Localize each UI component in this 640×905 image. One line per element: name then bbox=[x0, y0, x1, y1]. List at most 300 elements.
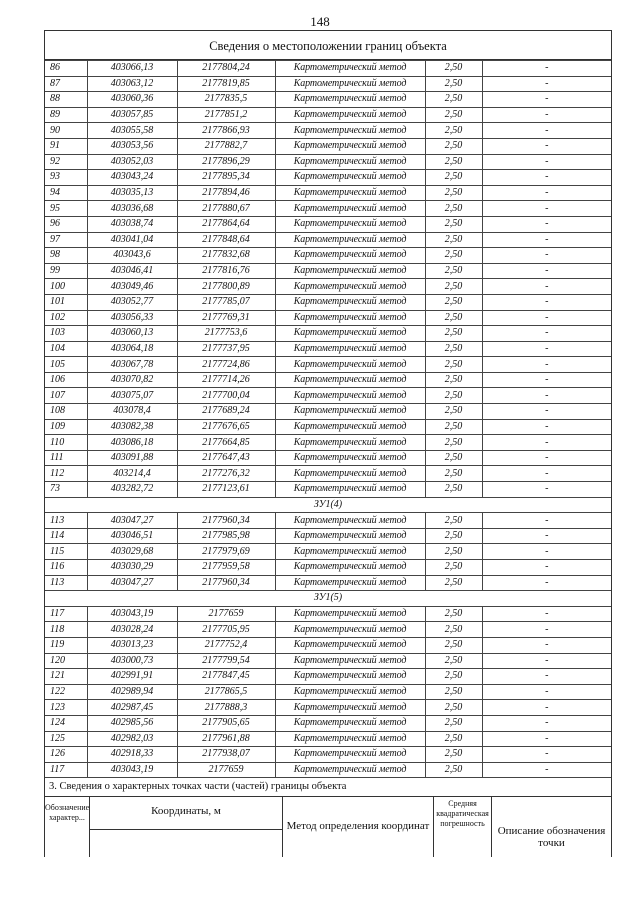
method-cell: Картометрический метод bbox=[275, 294, 425, 310]
point-number: 103 bbox=[45, 326, 87, 342]
point-number: 93 bbox=[45, 170, 87, 186]
method-cell: Картометрический метод bbox=[275, 669, 425, 685]
coord-y: 2177985,98 bbox=[177, 528, 275, 544]
error-cell: 2,50 bbox=[425, 326, 482, 342]
coord-x: 403282,72 bbox=[87, 482, 177, 498]
description-cell: - bbox=[482, 201, 611, 217]
description-cell: - bbox=[482, 138, 611, 154]
description-cell: - bbox=[482, 263, 611, 279]
error-cell: 2,50 bbox=[425, 450, 482, 466]
coord-x: 403053,56 bbox=[87, 138, 177, 154]
coord-x: 402985,56 bbox=[87, 715, 177, 731]
point-number: 114 bbox=[45, 528, 87, 544]
coord-x: 403060,13 bbox=[87, 326, 177, 342]
coordinates-table bbox=[45, 60, 611, 778]
table-row bbox=[45, 528, 611, 544]
coord-y: 2177700,04 bbox=[177, 388, 275, 404]
coord-x: 403028,24 bbox=[87, 622, 177, 638]
description-cell: - bbox=[482, 606, 611, 622]
table-row bbox=[45, 310, 611, 326]
error-cell: 2,50 bbox=[425, 404, 482, 420]
description-cell: - bbox=[482, 653, 611, 669]
error-cell: 2,50 bbox=[425, 715, 482, 731]
table-row bbox=[45, 747, 611, 763]
error-cell: 2,50 bbox=[425, 92, 482, 108]
coord-x: 403030,29 bbox=[87, 560, 177, 576]
table-row bbox=[45, 466, 611, 482]
coord-x: 403070,82 bbox=[87, 372, 177, 388]
table-row bbox=[45, 76, 611, 92]
table-row bbox=[45, 248, 611, 264]
coord-y: 2177714,26 bbox=[177, 372, 275, 388]
coord-x: 403046,51 bbox=[87, 528, 177, 544]
coord-x: 403043,24 bbox=[87, 170, 177, 186]
col-description-header: Описание обозначения точки bbox=[497, 825, 606, 850]
description-cell: - bbox=[482, 170, 611, 186]
coord-y: 2177959,58 bbox=[177, 560, 275, 576]
table-row bbox=[45, 107, 611, 123]
coord-x: 403082,38 bbox=[87, 419, 177, 435]
point-number: 118 bbox=[45, 622, 87, 638]
coord-y: 2177664,85 bbox=[177, 435, 275, 451]
coord-y: 2177896,29 bbox=[177, 154, 275, 170]
coord-x: 402982,03 bbox=[87, 731, 177, 747]
description-cell: - bbox=[482, 76, 611, 92]
coord-y: 2177835,5 bbox=[177, 92, 275, 108]
point-number: 104 bbox=[45, 341, 87, 357]
method-cell: Картометрический метод bbox=[275, 185, 425, 201]
error-cell: 2,50 bbox=[425, 762, 482, 778]
col-method-header: Метод определения координат bbox=[283, 797, 434, 857]
table-row bbox=[45, 482, 611, 498]
error-cell: 2,50 bbox=[425, 637, 482, 653]
coord-x: 402987,45 bbox=[87, 700, 177, 716]
error-cell: 2,50 bbox=[425, 123, 482, 139]
point-number: 113 bbox=[45, 575, 87, 591]
coord-y: 2177647,43 bbox=[177, 450, 275, 466]
coord-x: 403066,13 bbox=[87, 61, 177, 77]
point-number: 100 bbox=[45, 279, 87, 295]
method-cell: Картометрический метод bbox=[275, 388, 425, 404]
coord-y: 2177785,07 bbox=[177, 294, 275, 310]
description-cell: - bbox=[482, 482, 611, 498]
table-row bbox=[45, 326, 611, 342]
error-cell: 2,50 bbox=[425, 357, 482, 373]
point-number: 110 bbox=[45, 435, 87, 451]
coord-y: 2177895,34 bbox=[177, 170, 275, 186]
coord-x: 403064,18 bbox=[87, 341, 177, 357]
point-number: 122 bbox=[45, 684, 87, 700]
description-cell: - bbox=[482, 341, 611, 357]
method-cell: Картометрический метод bbox=[275, 731, 425, 747]
error-cell: 2,50 bbox=[425, 154, 482, 170]
table-row bbox=[45, 294, 611, 310]
col-designation-header: Обозначение характер... bbox=[45, 797, 90, 857]
point-number: 90 bbox=[45, 123, 87, 139]
point-number: 88 bbox=[45, 92, 87, 108]
description-cell: - bbox=[482, 466, 611, 482]
coord-y: 2177847,45 bbox=[177, 669, 275, 685]
error-cell: 2,50 bbox=[425, 232, 482, 248]
coord-y: 2177848,64 bbox=[177, 232, 275, 248]
point-number: 116 bbox=[45, 560, 87, 576]
coord-x: 403056,33 bbox=[87, 310, 177, 326]
description-cell: - bbox=[482, 404, 611, 420]
error-cell: 2,50 bbox=[425, 684, 482, 700]
point-number: 126 bbox=[45, 747, 87, 763]
description-cell: - bbox=[482, 310, 611, 326]
error-cell: 2,50 bbox=[425, 575, 482, 591]
method-cell: Картометрический метод bbox=[275, 575, 425, 591]
coord-y: 2177960,34 bbox=[177, 575, 275, 591]
coord-y: 2177659 bbox=[177, 762, 275, 778]
table-row bbox=[45, 513, 611, 529]
description-cell: - bbox=[482, 232, 611, 248]
error-cell: 2,50 bbox=[425, 482, 482, 498]
method-cell: Картометрический метод bbox=[275, 513, 425, 529]
point-number: 87 bbox=[45, 76, 87, 92]
table-row bbox=[45, 544, 611, 560]
table-row bbox=[45, 575, 611, 591]
coord-x: 403013,23 bbox=[87, 637, 177, 653]
coord-y: 2177816,76 bbox=[177, 263, 275, 279]
table-row bbox=[45, 123, 611, 139]
method-cell: Картометрический метод bbox=[275, 123, 425, 139]
error-cell: 2,50 bbox=[425, 700, 482, 716]
point-number: 112 bbox=[45, 466, 87, 482]
description-cell: - bbox=[482, 61, 611, 77]
description-cell: - bbox=[482, 528, 611, 544]
group-header-row bbox=[45, 591, 611, 607]
description-cell: - bbox=[482, 372, 611, 388]
coord-y: 2177753,6 bbox=[177, 326, 275, 342]
col-error-header: Средняя квадратическая погрешность bbox=[434, 797, 492, 857]
point-number: 113 bbox=[45, 513, 87, 529]
description-cell: - bbox=[482, 154, 611, 170]
error-cell: 2,50 bbox=[425, 248, 482, 264]
point-number: 123 bbox=[45, 700, 87, 716]
method-cell: Картометрический метод bbox=[275, 622, 425, 638]
error-cell: 2,50 bbox=[425, 61, 482, 77]
coord-x: 403055,58 bbox=[87, 123, 177, 139]
table-row bbox=[45, 357, 611, 373]
point-number: 97 bbox=[45, 232, 87, 248]
point-number: 107 bbox=[45, 388, 87, 404]
error-cell: 2,50 bbox=[425, 669, 482, 685]
error-cell: 2,50 bbox=[425, 560, 482, 576]
coord-x: 403078,4 bbox=[87, 404, 177, 420]
coord-y: 2177752,4 bbox=[177, 637, 275, 653]
table-row bbox=[45, 700, 611, 716]
coord-x: 403029,68 bbox=[87, 544, 177, 560]
method-cell: Картометрический метод bbox=[275, 201, 425, 217]
method-cell: Картометрический метод bbox=[275, 747, 425, 763]
method-cell: Картометрический метод bbox=[275, 762, 425, 778]
coords-header-divider bbox=[90, 829, 282, 830]
coord-y: 2177865,5 bbox=[177, 684, 275, 700]
method-cell: Картометрический метод bbox=[275, 482, 425, 498]
coord-x: 403035,13 bbox=[87, 185, 177, 201]
method-cell: Картометрический метод bbox=[275, 637, 425, 653]
coord-x: 403043,19 bbox=[87, 762, 177, 778]
description-cell: - bbox=[482, 216, 611, 232]
table-row bbox=[45, 622, 611, 638]
point-number: 125 bbox=[45, 731, 87, 747]
method-cell: Картометрический метод bbox=[275, 76, 425, 92]
group-label: ЗУ1(5) bbox=[45, 591, 611, 607]
error-cell: 2,50 bbox=[425, 653, 482, 669]
point-number: 98 bbox=[45, 248, 87, 264]
description-cell: - bbox=[482, 575, 611, 591]
table-row bbox=[45, 170, 611, 186]
error-cell: 2,50 bbox=[425, 294, 482, 310]
coord-x: 403038,74 bbox=[87, 216, 177, 232]
coord-x: 402989,94 bbox=[87, 684, 177, 700]
error-cell: 2,50 bbox=[425, 76, 482, 92]
coord-y: 2177882,7 bbox=[177, 138, 275, 154]
table-row bbox=[45, 388, 611, 404]
method-cell: Картометрический метод bbox=[275, 372, 425, 388]
table-row bbox=[45, 341, 611, 357]
method-cell: Картометрический метод bbox=[275, 138, 425, 154]
point-number: 117 bbox=[45, 762, 87, 778]
error-cell: 2,50 bbox=[425, 731, 482, 747]
point-number: 121 bbox=[45, 669, 87, 685]
method-cell: Картометрический метод bbox=[275, 310, 425, 326]
coord-y: 2177123,61 bbox=[177, 482, 275, 498]
table-row bbox=[45, 419, 611, 435]
method-cell: Картометрический метод bbox=[275, 61, 425, 77]
coord-y: 2177894,46 bbox=[177, 185, 275, 201]
coord-x: 403036,68 bbox=[87, 201, 177, 217]
method-cell: Картометрический метод bbox=[275, 357, 425, 373]
error-cell: 2,50 bbox=[425, 513, 482, 529]
description-cell: - bbox=[482, 248, 611, 264]
table-row bbox=[45, 715, 611, 731]
coord-x: 403043,19 bbox=[87, 606, 177, 622]
table-row bbox=[45, 450, 611, 466]
coord-y: 2177659 bbox=[177, 606, 275, 622]
coord-x: 403047,27 bbox=[87, 575, 177, 591]
page-number: 148 bbox=[310, 14, 330, 29]
description-cell: - bbox=[482, 544, 611, 560]
coord-x: 402918,33 bbox=[87, 747, 177, 763]
error-cell: 2,50 bbox=[425, 388, 482, 404]
method-cell: Картометрический метод bbox=[275, 653, 425, 669]
point-number: 86 bbox=[45, 61, 87, 77]
description-cell: - bbox=[482, 123, 611, 139]
table-row bbox=[45, 185, 611, 201]
coord-y: 2177851,2 bbox=[177, 107, 275, 123]
col-coords-header: Координаты, м bbox=[90, 797, 283, 857]
group-label: ЗУ1(4) bbox=[45, 497, 611, 513]
point-number: 111 bbox=[45, 450, 87, 466]
description-cell: - bbox=[482, 513, 611, 529]
method-cell: Картометрический метод bbox=[275, 684, 425, 700]
coord-x: 403047,27 bbox=[87, 513, 177, 529]
table-row bbox=[45, 138, 611, 154]
point-number: 108 bbox=[45, 404, 87, 420]
table-row bbox=[45, 92, 611, 108]
table-row bbox=[45, 606, 611, 622]
coord-y: 2177888,3 bbox=[177, 700, 275, 716]
description-cell: - bbox=[482, 560, 611, 576]
coord-y: 2177276,32 bbox=[177, 466, 275, 482]
point-number: 92 bbox=[45, 154, 87, 170]
table-row bbox=[45, 404, 611, 420]
coord-y: 2177866,93 bbox=[177, 123, 275, 139]
section-title: Сведения о местоположении границ объекта bbox=[45, 31, 611, 60]
method-cell: Картометрический метод bbox=[275, 606, 425, 622]
coord-x: 403075,07 bbox=[87, 388, 177, 404]
point-number: 91 bbox=[45, 138, 87, 154]
table-row bbox=[45, 762, 611, 778]
description-cell: - bbox=[482, 419, 611, 435]
method-cell: Картометрический метод bbox=[275, 107, 425, 123]
description-cell: - bbox=[482, 700, 611, 716]
coord-y: 2177705,95 bbox=[177, 622, 275, 638]
coord-x: 403046,41 bbox=[87, 263, 177, 279]
method-cell: Картометрический метод bbox=[275, 154, 425, 170]
description-cell: - bbox=[482, 357, 611, 373]
coord-x: 403086,18 bbox=[87, 435, 177, 451]
description-cell: - bbox=[482, 715, 611, 731]
coord-y: 2177819,85 bbox=[177, 76, 275, 92]
table-row bbox=[45, 731, 611, 747]
method-cell: Картометрический метод bbox=[275, 528, 425, 544]
description-cell: - bbox=[482, 279, 611, 295]
method-cell: Картометрический метод bbox=[275, 216, 425, 232]
coordinates-table-body bbox=[45, 61, 611, 778]
point-number: 115 bbox=[45, 544, 87, 560]
coord-y: 2177799,54 bbox=[177, 653, 275, 669]
error-cell: 2,50 bbox=[425, 263, 482, 279]
point-number: 102 bbox=[45, 310, 87, 326]
point-number: 124 bbox=[45, 715, 87, 731]
coord-y: 2177832,68 bbox=[177, 248, 275, 264]
description-cell: - bbox=[482, 107, 611, 123]
error-cell: 2,50 bbox=[425, 528, 482, 544]
description-cell: - bbox=[482, 731, 611, 747]
point-number: 120 bbox=[45, 653, 87, 669]
method-cell: Картометрический метод bbox=[275, 560, 425, 576]
coord-x: 403000,73 bbox=[87, 653, 177, 669]
coord-x: 403052,03 bbox=[87, 154, 177, 170]
method-cell: Картометрический метод bbox=[275, 170, 425, 186]
coord-x: 403060,36 bbox=[87, 92, 177, 108]
coord-y: 2177961,88 bbox=[177, 731, 275, 747]
table-row bbox=[45, 201, 611, 217]
table-row bbox=[45, 653, 611, 669]
point-number: 94 bbox=[45, 185, 87, 201]
coord-x: 403067,78 bbox=[87, 357, 177, 373]
method-cell: Картометрический метод bbox=[275, 248, 425, 264]
coord-y: 2177800,89 bbox=[177, 279, 275, 295]
coord-x: 403091,88 bbox=[87, 450, 177, 466]
table-row bbox=[45, 232, 611, 248]
table-row bbox=[45, 684, 611, 700]
table-row bbox=[45, 372, 611, 388]
error-cell: 2,50 bbox=[425, 466, 482, 482]
point-number: 73 bbox=[45, 482, 87, 498]
method-cell: Картометрический метод bbox=[275, 700, 425, 716]
coord-y: 2177804,24 bbox=[177, 61, 275, 77]
coord-y: 2177769,31 bbox=[177, 310, 275, 326]
error-cell: 2,50 bbox=[425, 310, 482, 326]
coord-y: 2177905,65 bbox=[177, 715, 275, 731]
error-cell: 2,50 bbox=[425, 622, 482, 638]
description-cell: - bbox=[482, 294, 611, 310]
description-cell: - bbox=[482, 185, 611, 201]
method-cell: Картометрический метод bbox=[275, 279, 425, 295]
method-cell: Картометрический метод bbox=[275, 466, 425, 482]
description-cell: - bbox=[482, 450, 611, 466]
coord-x: 402991,91 bbox=[87, 669, 177, 685]
table-row bbox=[45, 279, 611, 295]
method-cell: Картометрический метод bbox=[275, 404, 425, 420]
point-number: 117 bbox=[45, 606, 87, 622]
group-header-row bbox=[45, 497, 611, 513]
table-row bbox=[45, 263, 611, 279]
coord-y: 2177880,67 bbox=[177, 201, 275, 217]
coord-y: 2177689,24 bbox=[177, 404, 275, 420]
description-cell: - bbox=[482, 388, 611, 404]
description-cell: - bbox=[482, 669, 611, 685]
description-cell: - bbox=[482, 92, 611, 108]
description-cell: - bbox=[482, 684, 611, 700]
coord-x: 403052,77 bbox=[87, 294, 177, 310]
table-row bbox=[45, 216, 611, 232]
method-cell: Картометрический метод bbox=[275, 263, 425, 279]
table-row bbox=[45, 61, 611, 77]
method-cell: Картометрический метод bbox=[275, 92, 425, 108]
method-cell: Картометрический метод bbox=[275, 715, 425, 731]
description-cell: - bbox=[482, 435, 611, 451]
error-cell: 2,50 bbox=[425, 201, 482, 217]
error-cell: 2,50 bbox=[425, 170, 482, 186]
coord-x: 403057,85 bbox=[87, 107, 177, 123]
point-number: 106 bbox=[45, 372, 87, 388]
error-cell: 2,50 bbox=[425, 419, 482, 435]
coord-y: 2177938,07 bbox=[177, 747, 275, 763]
method-cell: Картометрический метод bbox=[275, 326, 425, 342]
error-cell: 2,50 bbox=[425, 279, 482, 295]
coord-x: 403063,12 bbox=[87, 76, 177, 92]
description-cell: - bbox=[482, 622, 611, 638]
point-number: 99 bbox=[45, 263, 87, 279]
coord-y: 2177737,95 bbox=[177, 341, 275, 357]
table-row bbox=[45, 154, 611, 170]
coord-y: 2177724,86 bbox=[177, 357, 275, 373]
error-cell: 2,50 bbox=[425, 544, 482, 560]
table-row bbox=[45, 560, 611, 576]
error-cell: 2,50 bbox=[425, 138, 482, 154]
error-cell: 2,50 bbox=[425, 606, 482, 622]
point-number: 89 bbox=[45, 107, 87, 123]
method-cell: Картометрический метод bbox=[275, 544, 425, 560]
method-cell: Картометрический метод bbox=[275, 450, 425, 466]
description-cell: - bbox=[482, 762, 611, 778]
coord-x: 403041,04 bbox=[87, 232, 177, 248]
error-cell: 2,50 bbox=[425, 216, 482, 232]
coord-y: 2177676,65 bbox=[177, 419, 275, 435]
coord-y: 2177960,34 bbox=[177, 513, 275, 529]
error-cell: 2,50 bbox=[425, 185, 482, 201]
method-cell: Картометрический метод bbox=[275, 435, 425, 451]
method-cell: Картометрический метод bbox=[275, 341, 425, 357]
document-frame bbox=[44, 30, 612, 857]
method-cell: Картометрический метод bbox=[275, 419, 425, 435]
